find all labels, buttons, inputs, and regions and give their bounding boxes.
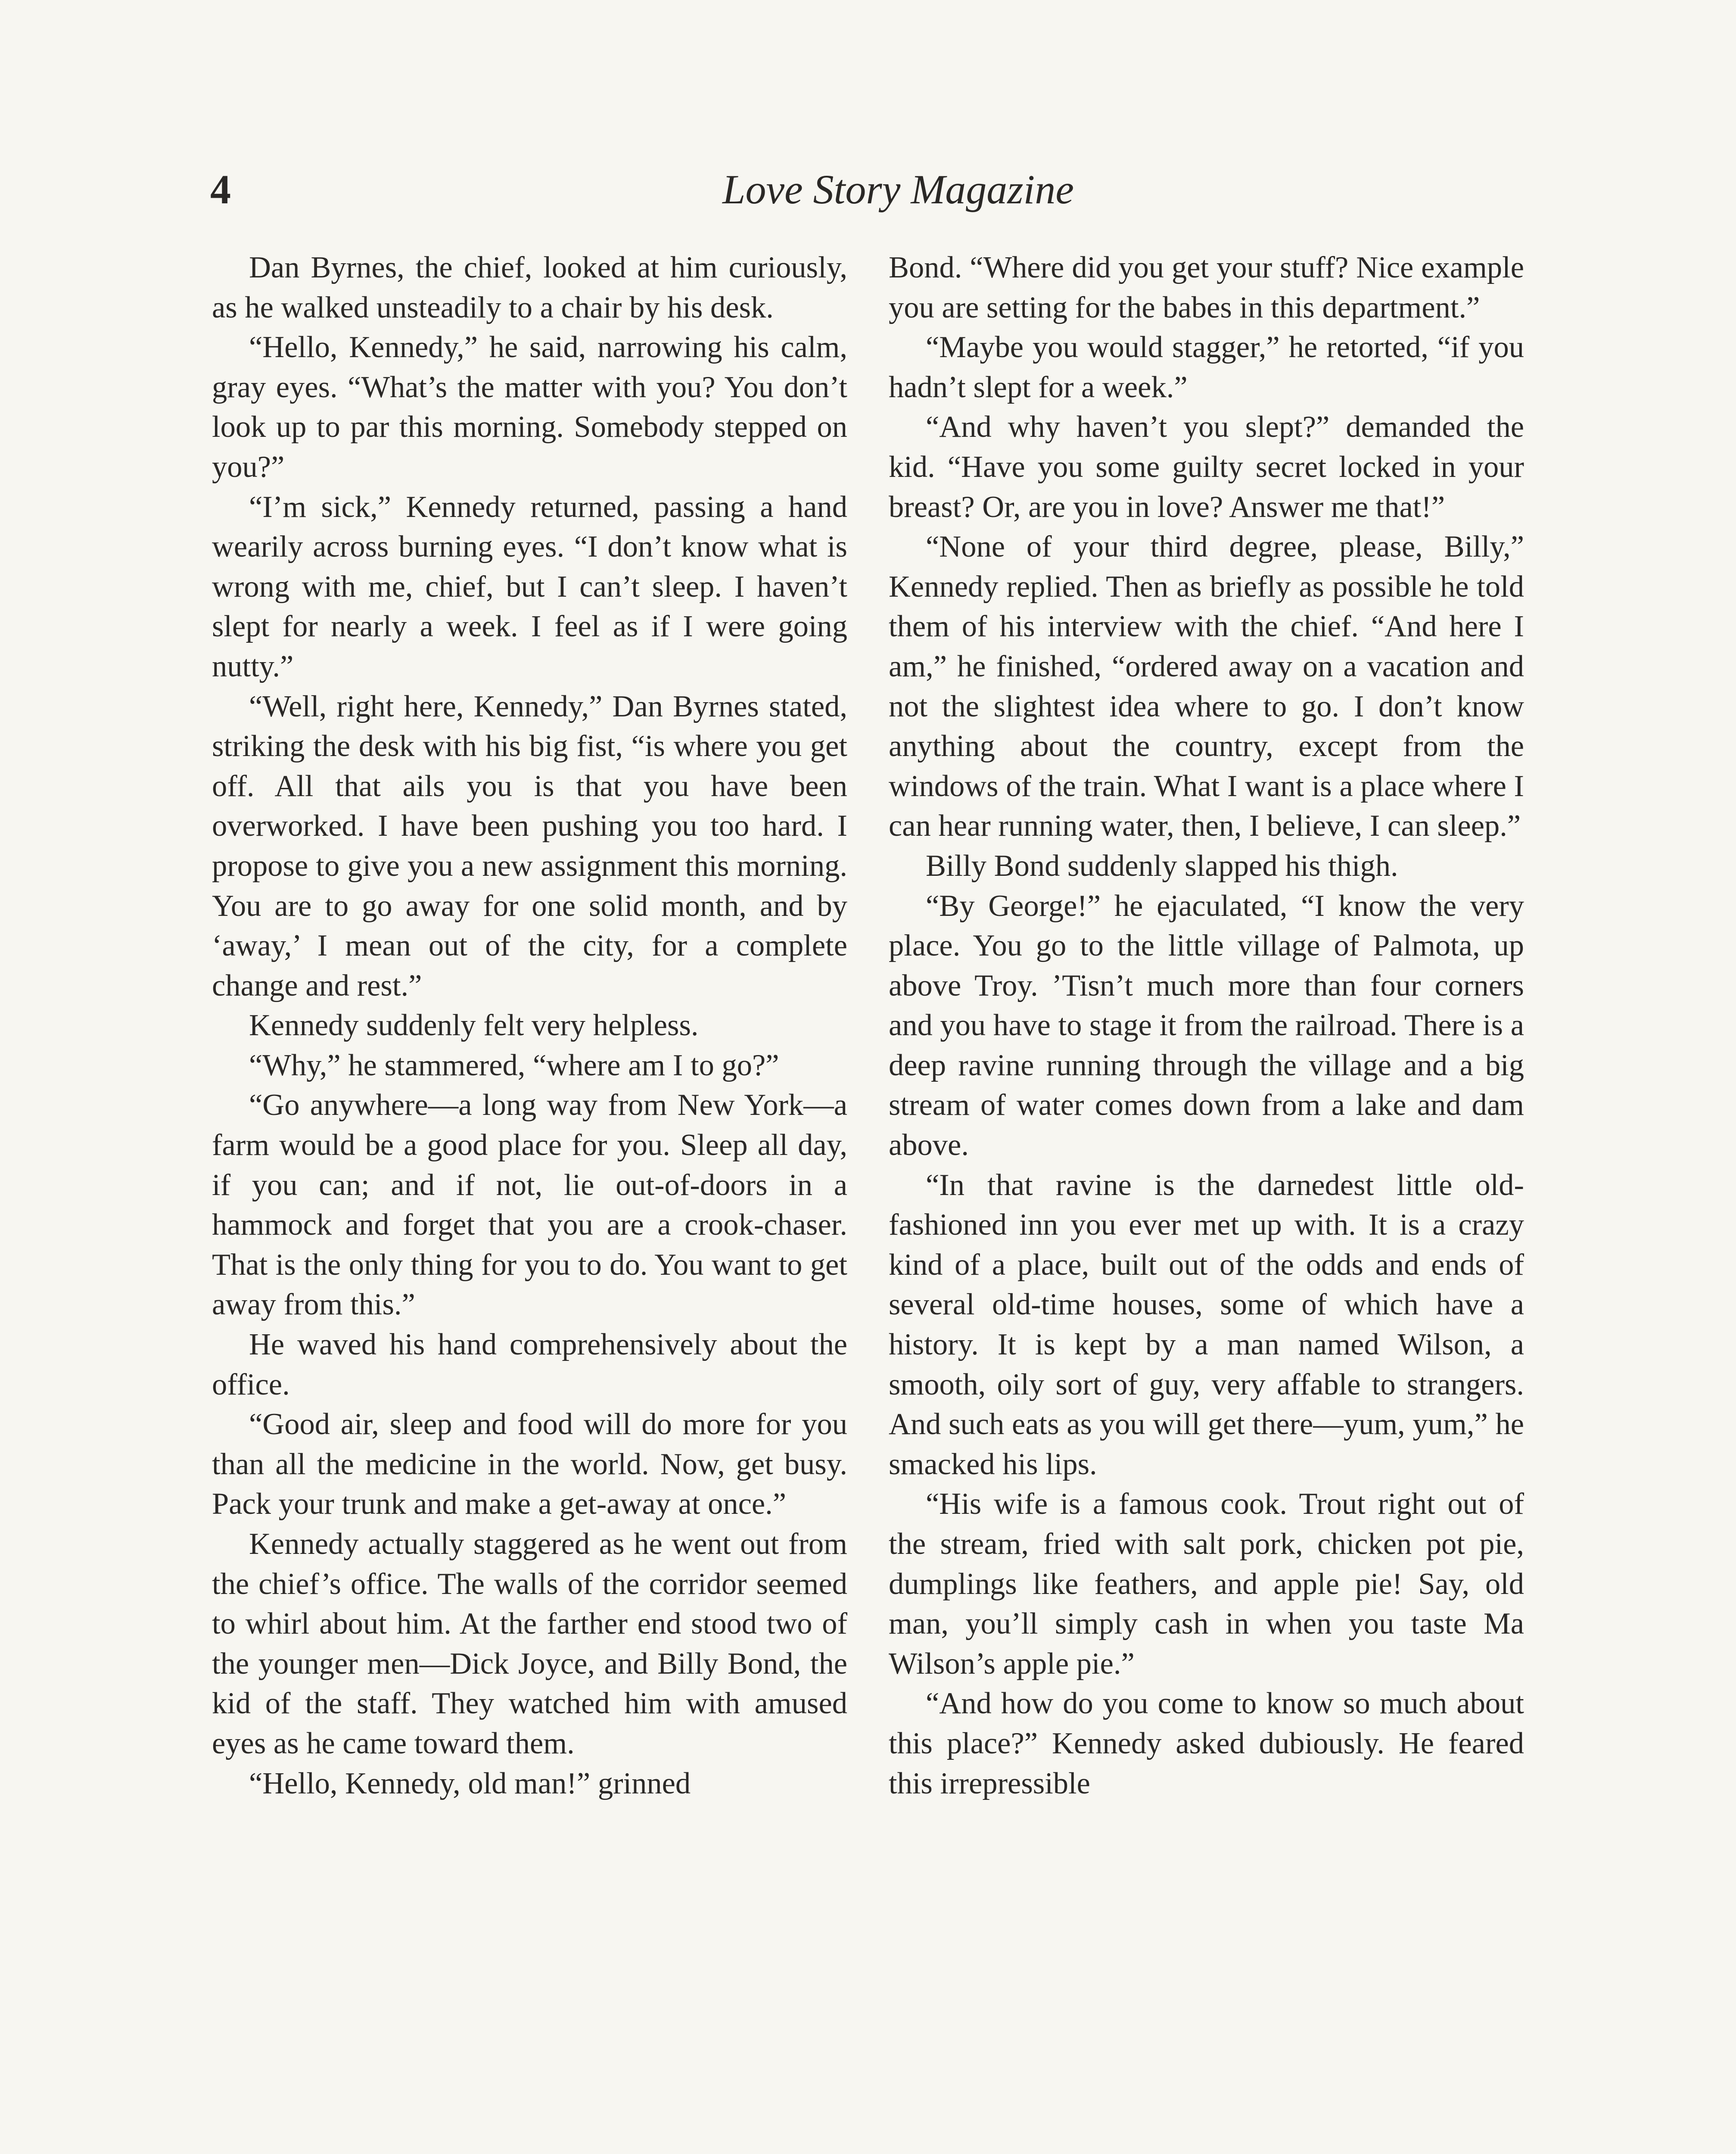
paragraph: Kennedy actually staggered as he went out from the chief’s office. The walls of the corridor seemed to whirl about him. At the farther end stood two of the younger men—Dick Joyce, and Billy Bond, the kid of the staff. They watched him with amused eyes as he came toward them. [212, 1527, 847, 1760]
paragraph: “Well, right here, Kennedy,” Dan Byrnes stated, striking the desk with his big fist, “is where you get off. All that ails you is that you have been overworked. I have been pushing you too hard. I propose to give you a new assignment this morning. You are to go away for one solid month, and by ‘away,’ I mean out of the city, for a complete change and rest.” [212, 689, 847, 1002]
paragraph: “None of your third degree, please, Billy,” Kennedy replied. Then as briefly as possible he told them of his interview with the chief. “And here I am,” he finished, “ordered away on a vacation and not the slightest idea where to go. I don’t know anything about the country, except from the windows of the train. What I want is a place where I can hear running water, then, I believe, I can sleep.” [889, 530, 1524, 843]
paragraph: “By George!” he ejaculated, “I know the very place. You go to the little village of Palmota, up above Troy. ’Tisn’t much more than four corners and you have to stage it from the railroad. There is a deep ravine running through the village and a big stream of water comes down from a lake and dam above. [889, 889, 1524, 1162]
paragraph: “His wife is a famous cook. Trout right out of the stream, fried with salt pork, chicken pot pie, dumplings like feathers, and apple pie! Say, old man, you’ll simply cash in when you taste Ma Wilson’s apple pie.” [889, 1487, 1524, 1681]
page-number: 4 [210, 166, 231, 212]
paragraph: “Hello, Kennedy, old man!” grinned [249, 1766, 691, 1800]
paragraph: “In that ravine is the darnedest little old-fashioned inn you ever met up with. It is a crazy kind of a place, built out of the odds and ends of several old-time houses, some of which have a history. It is kept by a man named Wilson, a smooth, oily sort of guy, very affable to strangers. And such eats as you will get there—yum, yum,” he smacked his lips. [889, 1168, 1524, 1481]
paragraph: “I’m sick,” Kennedy returned, passing a hand wearily across burning eyes. “I don’t know what is wrong with me, chief, but I can’t sleep. I haven’t slept for nearly a week. I feel as if I were going nutty.” [212, 490, 847, 683]
paragraph: Kennedy suddenly felt very helpless. [249, 1009, 699, 1043]
running-head-title: Love Story Magazine [722, 166, 1074, 212]
paragraph: “Maybe you would stagger,” he retorted, “if you hadn’t slept for a week.” [889, 330, 1524, 404]
paragraph: “Hello, Kennedy,” he said, narrowing his calm, gray eyes. “What’s the matter with you? You don’t look up to par this morning. Somebody stepped on you?” [212, 330, 847, 484]
paragraph: “Why,” he stammered, “where am I to go?” [249, 1048, 779, 1082]
paragraph: “Go anywhere—a long way from New York—a farm would be a good place for you. Sleep all day, if you can; and if not, lie out-of-doors in a hammock and forget that you are a crook-chaser. That is the only thing for you to do. You want to get away from this.” [212, 1088, 847, 1322]
text-column-right [889, 248, 1524, 1803]
paragraph: “Good air, sleep and food will do more for you than all the medicine in the world. Now, get busy. Pack your trunk and make a get-away at once.” [212, 1407, 847, 1521]
paragraph: He waved his hand comprehensively about the office. [212, 1328, 847, 1401]
paragraph: Dan Byrnes, the chief, looked at him curiously, as he walked unsteadily to a chair by his desk. [212, 251, 847, 324]
text-column-left [212, 248, 847, 1803]
paragraph: “And why haven’t you slept?” demanded the kid. “Have you some guilty secret locked in your breast? Or, are you in love? Answer me that!” [889, 410, 1524, 524]
paragraph: Billy Bond suddenly slapped his thigh. [926, 849, 1398, 883]
paragraph-continued: Bond. “Where did you get your stuff? Nice example you are setting for the babes in this department.” [889, 251, 1524, 324]
paragraph: “And how do you come to know so much about this place?” Kennedy asked dubiously. He feared this irrepressible [889, 1687, 1524, 1800]
